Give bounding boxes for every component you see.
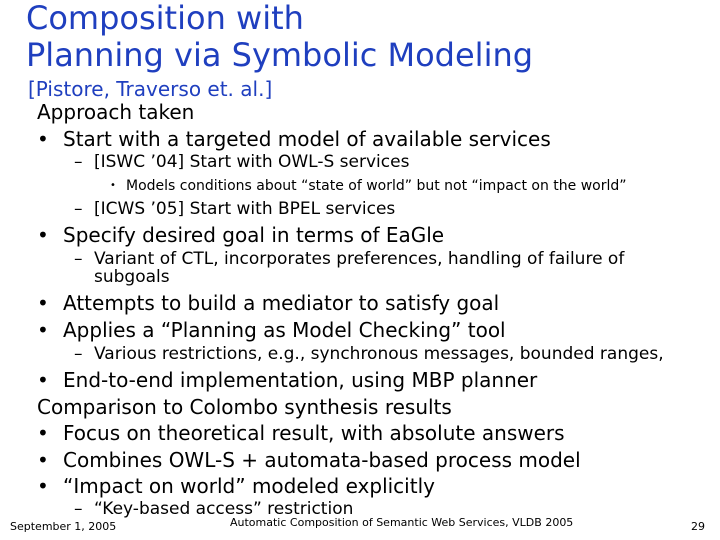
- bullet-end-to-end: [37, 367, 537, 393]
- bullet-focus-theoretical: [37, 420, 565, 446]
- bullet-text: Start with a targeted model of available services: [63, 127, 551, 151]
- slide-title-line-2: Planning via Symbolic Modeling: [26, 36, 534, 74]
- bullet-attempts-mediator: [37, 290, 499, 316]
- sub-bullet-text: “Key-based access” restriction: [94, 499, 354, 519]
- sub-bullet-variant-ctl: [74, 250, 714, 286]
- sub-bullet-iswc: [74, 152, 409, 172]
- slide-title: [26, 0, 533, 74]
- footer-center: Automatic Composition of Semantic Web Services, VLDB 2005: [230, 516, 574, 529]
- bullet-text: Applies a “Planning as Model Checking” tool: [63, 318, 506, 342]
- bullet-text: Specify desired goal in terms of EaGle: [63, 223, 445, 247]
- sub-bullet-text: [ICWS ’05] Start with BPEL services: [94, 199, 396, 219]
- bullet-text: Focus on theoretical result, with absolute answers: [63, 421, 565, 445]
- bullet-text: Attempts to build a mediator to satisfy goal: [63, 291, 500, 315]
- bullet-dot-icon: •: [37, 421, 49, 445]
- bullet-text: “Impact on world” modeled explicitly: [63, 474, 435, 498]
- bullet-dot-icon: •: [37, 368, 49, 392]
- slide-subtitle: [Pistore, Traverso et. al.]: [28, 77, 273, 101]
- bullet-start-with-model: [37, 126, 551, 152]
- dash-icon: –: [74, 152, 83, 172]
- bullet-dot-icon: •: [37, 223, 49, 247]
- footer-date: September 1, 2005: [10, 520, 117, 533]
- bullet-dot-icon: •: [37, 448, 49, 472]
- bullet-text: Combines OWL-S + automata-based process model: [63, 448, 581, 472]
- bullet-combines-owls: [37, 447, 581, 473]
- bullet-text: End-to-end implementation, using MBP planner: [63, 368, 538, 392]
- comparison-heading: Comparison to Colombo synthesis results: [37, 395, 452, 419]
- sub-bullet-restrictions: [74, 344, 664, 364]
- sub-bullet-text-line-2: subgoals: [94, 267, 170, 287]
- dash-icon: –: [74, 499, 83, 519]
- sub-bullet-icws: [74, 199, 395, 219]
- sub-bullet-text-line-1: Variant of CTL, incorporates preferences, handling of failure of: [94, 249, 625, 269]
- sub-sub-bullet-models-conditions: [110, 177, 627, 195]
- footer-page-number: 29: [691, 520, 705, 533]
- bullet-dot-icon: •: [37, 291, 49, 315]
- slide-title-line-1: Composition with: [26, 0, 304, 37]
- approach-heading: Approach taken: [37, 100, 195, 124]
- bullet-specify-goal: [37, 222, 444, 248]
- bullet-dot-icon: •: [110, 180, 116, 191]
- dash-icon: –: [74, 249, 83, 269]
- bullet-impact-on-world: [37, 473, 435, 499]
- bullet-dot-icon: •: [37, 474, 49, 498]
- dash-icon: –: [74, 344, 83, 364]
- sub-sub-bullet-text: Models conditions about “state of world” but not “impact on the world”: [126, 178, 627, 194]
- sub-bullet-text: Various restrictions, e.g., synchronous messages, bounded ranges,: [94, 344, 664, 364]
- dash-icon: –: [74, 199, 83, 219]
- bullet-applies-tool: [37, 317, 506, 343]
- sub-bullet-text: [ISWC ’04] Start with OWL-S services: [94, 152, 410, 172]
- bullet-dot-icon: •: [37, 127, 49, 151]
- bullet-dot-icon: •: [37, 318, 49, 342]
